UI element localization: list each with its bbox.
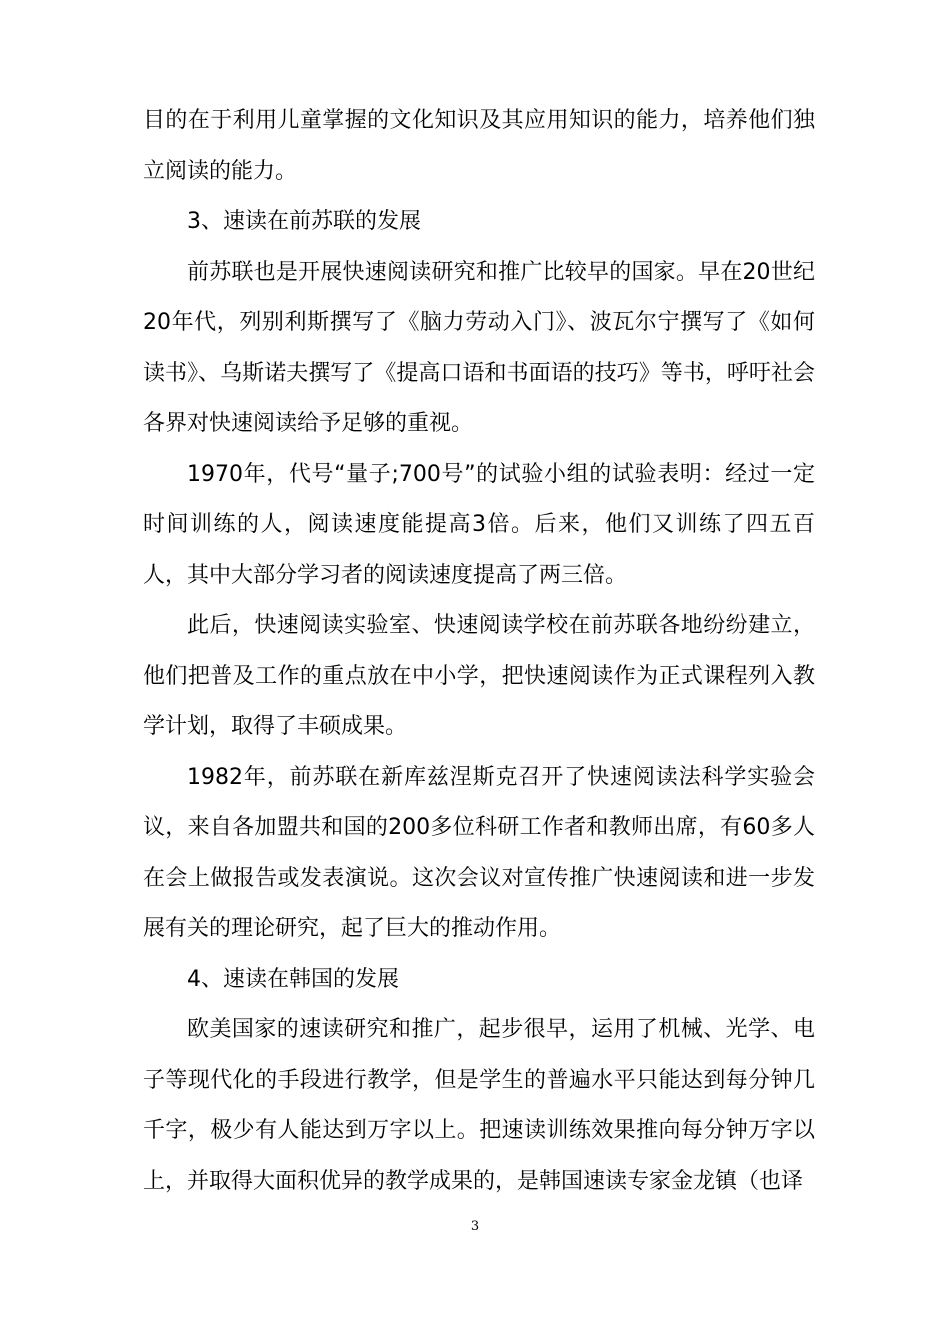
section-heading-soviet: 3、速读在前苏联的发展 bbox=[187, 209, 421, 234]
paragraph-korea-speed-reading: 欧美国家的速读研究和推广，起步很早，运用了机械、光学、电子等现代化的手段进行教学，但是学生的普遍水平只能达到每分钟几千字，极少有人能达到万字以上。把速读训练效果推向每分钟万字以上，并取得大面积优异的教学成果的，是韩国速读专家金龙镇（也译 bbox=[143, 1017, 815, 1194]
document-body bbox=[143, 96, 815, 1207]
paragraph-continuation: 目的在于利用儿童掌握的文化知识及其应用知识的能力，培养他们独立阅读的能力。 bbox=[143, 108, 815, 184]
paragraph-quantum-experiment: 1970年，代号“量子;700号”的试验小组的试验表明：经过一定时间训练的人，阅读速度能提高3倍。后来，他们又训练了四五百人，其中大部分学习者的阅读速度提高了两三倍。 bbox=[143, 461, 815, 588]
section-heading-korea: 4、速读在韩国的发展 bbox=[187, 966, 399, 992]
paragraph-reading-schools: 此后，快速阅读实验室、快速阅读学校在前苏联各地纷纷建立，他们把普及工作的重点放在中小学，把快速阅读作为正式课程列入教学计划，取得了丰硕成果。 bbox=[143, 613, 815, 739]
paragraph-soviet-history: 前苏联也是开展快速阅读研究和推广比较早的国家。早在20世纪20年代，列别利斯撰写了《脑力劳动入门》、波瓦尔宁撰写了《如何读书》、乌斯诺夫撰写了《提高口语和书面语的技巧》等书，呼吁社会各界对快速阅读给予足够的重视。 bbox=[143, 259, 815, 436]
paragraph-1982-conference: 1982年，前苏联在新库兹涅斯克召开了快速阅读法科学实验会议，来自各加盟共和国的200多位科研工作者和教师出席，有60多人在会上做报告或发表演说。这次会议对宣传推广快速阅读和进一步发展有关的理论研究，起了巨大的推动作用。 bbox=[143, 764, 815, 941]
page-number: 3 bbox=[470, 1219, 480, 1234]
